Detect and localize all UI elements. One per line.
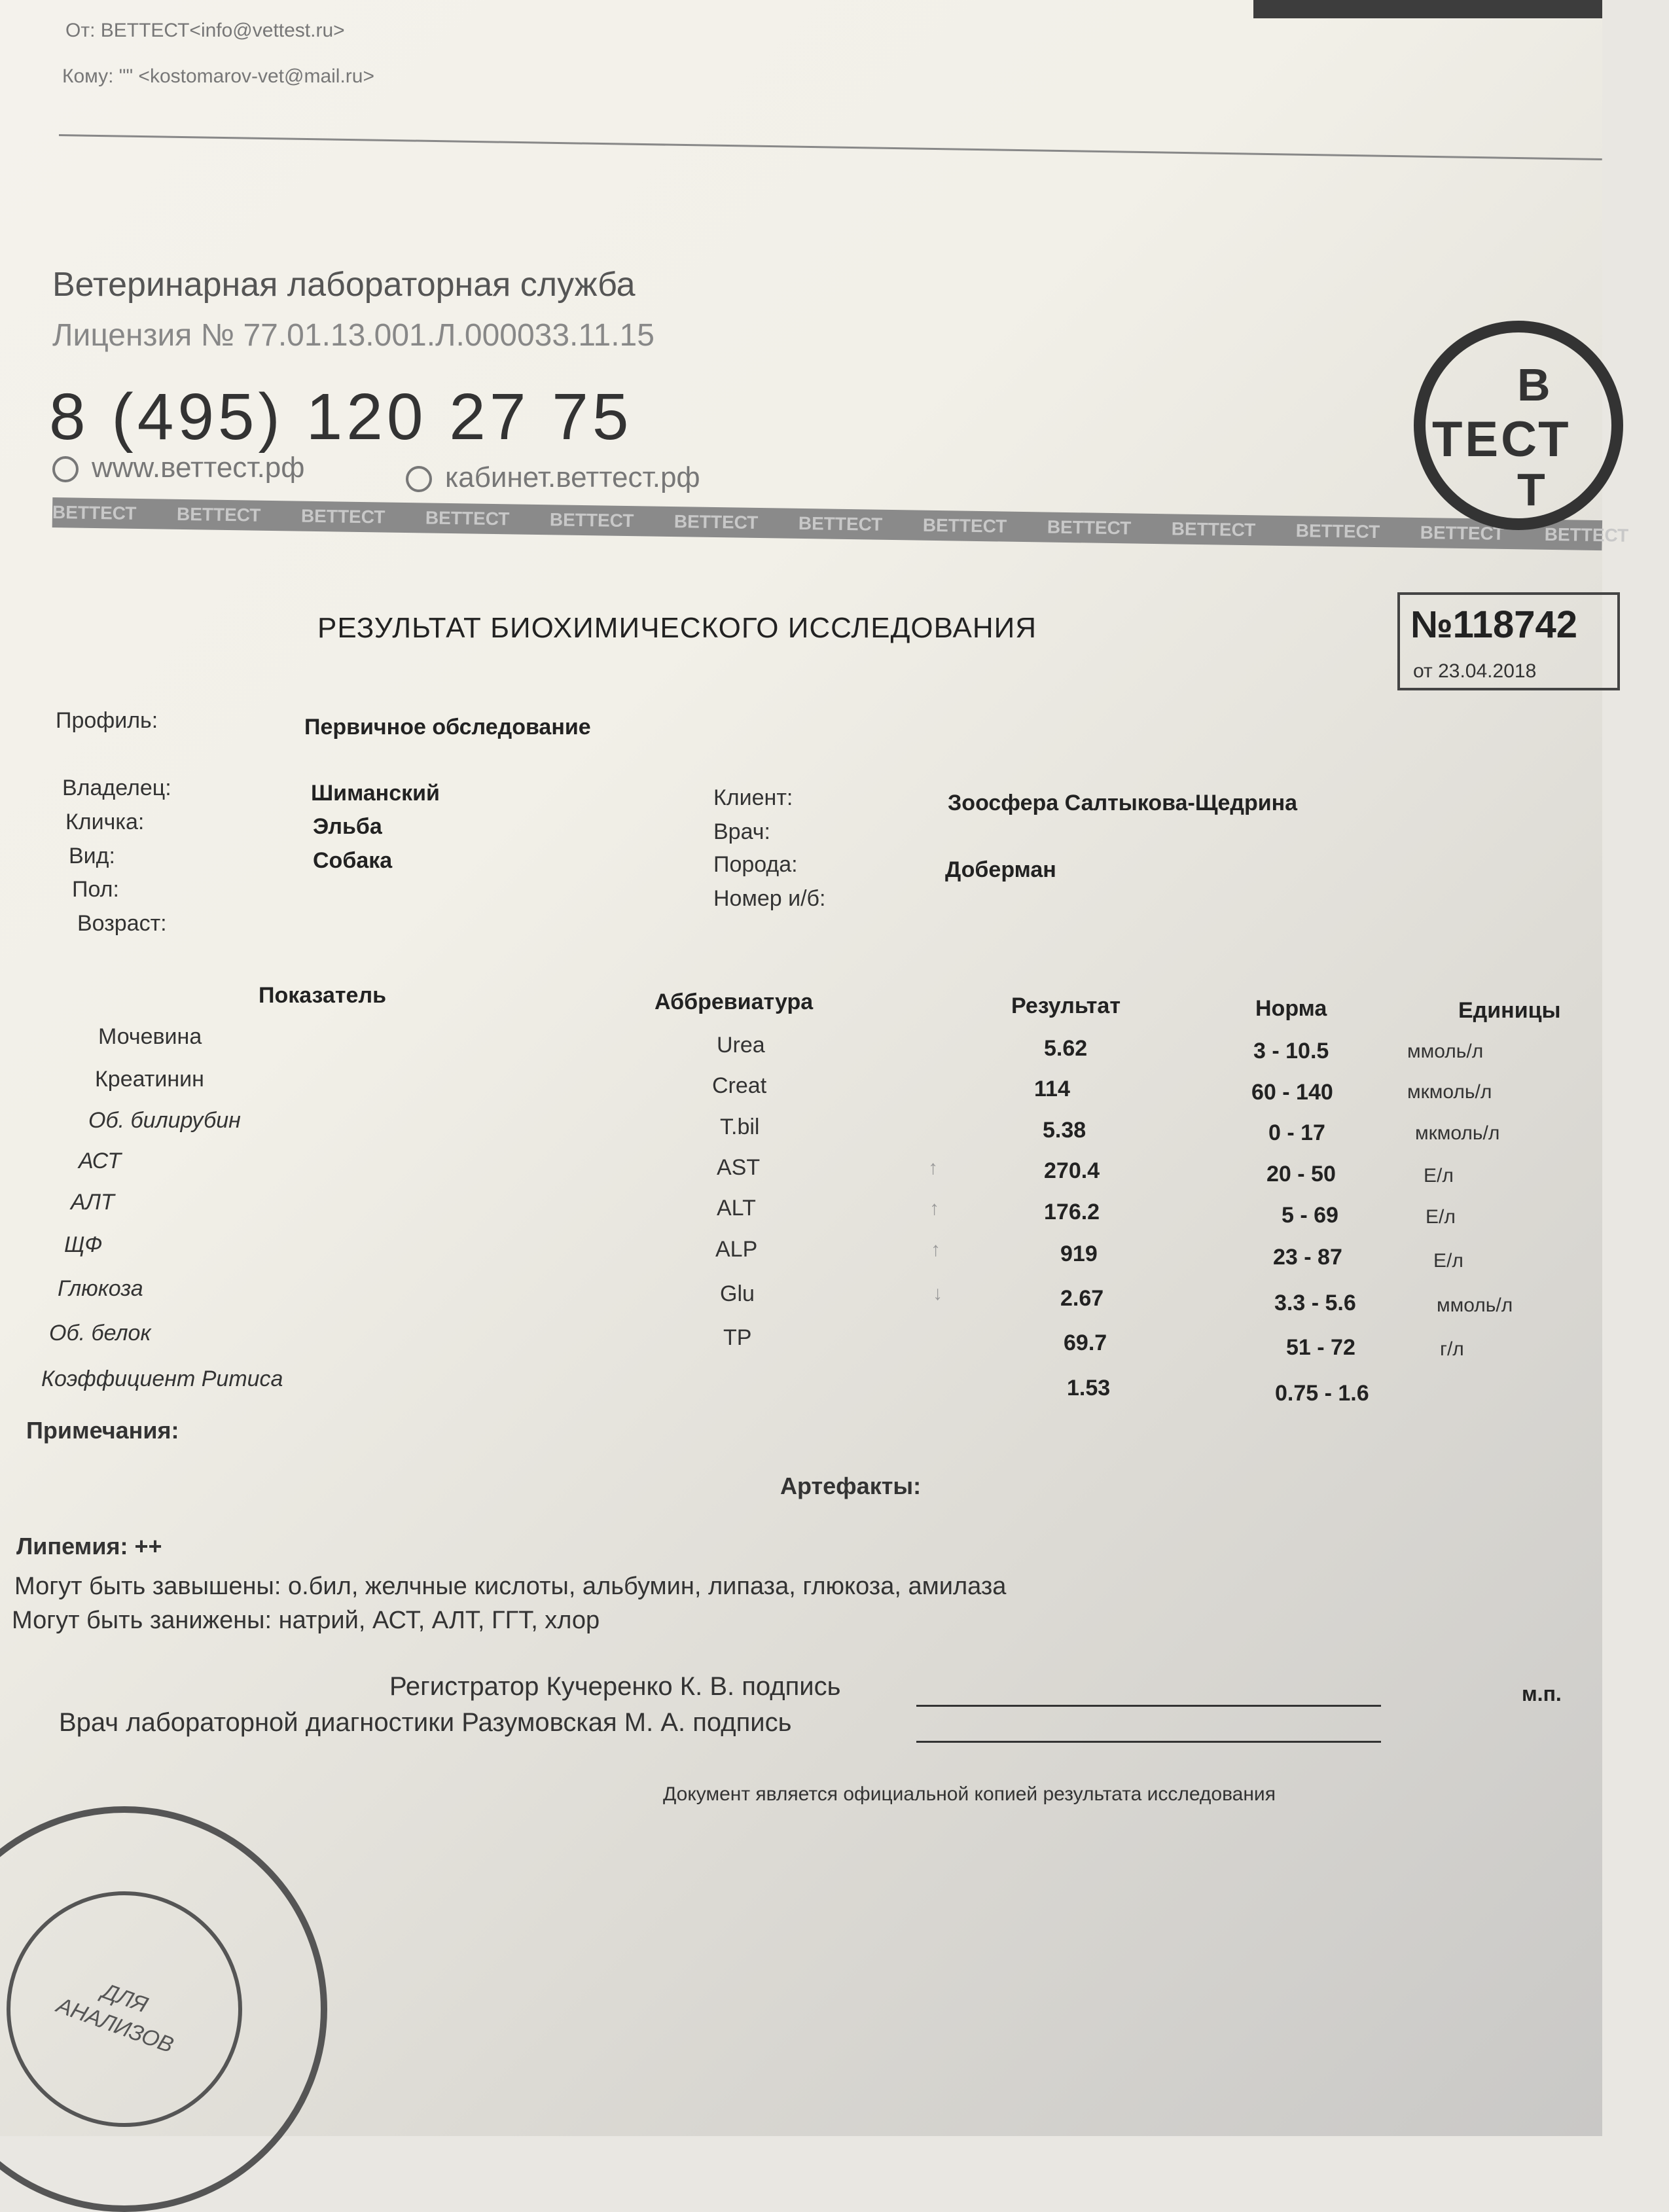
- client-value: Зоосфера Салтыкова-Щедрина: [948, 791, 1298, 815]
- doctor-label: Врач:: [713, 819, 770, 844]
- vettest-logo: В ТЕСТ Т: [1414, 321, 1623, 530]
- col-abbreviation: Аббревиатура: [655, 990, 814, 1014]
- report-number: №118742: [1410, 603, 1577, 646]
- name-label: Кличка:: [65, 810, 145, 834]
- sex-label: Пол:: [72, 877, 119, 902]
- col-norm: Норма: [1255, 996, 1327, 1021]
- document-sheet: От: ВЕТТЕСТ<info@vettest.ru> Кому: "" <kostomarov-vet@mail.ru> Ветеринарная лабораторная служба Лицензия № 77.01.13.001.Л.000033.11.15 8 (495) 120 27 75 www.веттест.рф кабинет.веттест.рф ВЕТТЕСТ ВЕТТЕСТ ВЕТТЕСТ ВЕТТЕСТ ВЕТТЕСТ ВЕТТЕСТ ВЕТТЕСТ ВЕТТЕСТ ВЕТТЕСТ ВЕТТЕСТ ВЕТТЕСТ ВЕТТЕСТ ВЕТТЕСТ В ТЕСТ Т РЕЗУЛЬТАТ БИОХИМИЧЕСКОГО ИССЛЕДОВАНИЯ №118742 от 23.04.2018 Профиль: Первичное обследование Владелец: Шиманский Кличка: Эльба Вид: Собака Пол: Возраст: Клиент: Зоосфера Салтыкова-Щедрина Врач: Порода: Доберман Номер и/б: Показатель Аббревиатура Результат Норма Единицы Мочевина Urea 5.62 3 - 10.5 ммоль/л Креатинин Creat 114 60 - 140 мкмоль/л Об. билирубин T.bil 5.38 0 - 17 мкмоль/л АСТ AST ↑ 270.4 20 - 50 Е/л АЛТ ALT ↑ 176.2 5 - 69 Е/л ЩФ ALP ↑ 919 23 - 87 Е/л Глюкоза Glu ↓ 2.67 3.3 - 5.6 ммоль/л Об. белок TP 69.7 51 - 72 г/л Коэффициент Ритиса 1.53 0.75 - 1.6 Примечания: Артефакты: Липемия: ++ Могут быть завышены: о.бил, желчные кислоты, альбумин, липаза, глюкоза, амилаза Могут быть занижены: натрий, АСТ, АЛТ, ГГТ, хлор Регистратор Кучеренко К. В. подпись Врач лабораторной диагностики Разумовская М. А. подпись м.п. Документ является официальной копией результата исследования ДЛЯ АНАЛИЗОВ: [0, 0, 1602, 2136]
- profile-value: Первичное обследование: [304, 715, 591, 740]
- registrar-signature: Регистратор Кучеренко К. В. подпись: [389, 1672, 841, 1701]
- col-indicator: Показатель: [259, 983, 386, 1008]
- age-label: Возраст:: [77, 911, 167, 936]
- species-label: Вид:: [69, 844, 115, 868]
- signature-line: [916, 1741, 1381, 1743]
- stamp-place: м.п.: [1522, 1682, 1562, 1705]
- report-date: от 23.04.2018: [1413, 660, 1537, 682]
- arrow-up-icon: ↑: [929, 1198, 939, 1219]
- doctor-signature: Врач лабораторной диагностики Разумовская М. А. подпись: [59, 1708, 792, 1737]
- may-be-lowered: Могут быть занижены: натрий, АСТ, АЛТ, ГГТ, хлор: [12, 1607, 600, 1634]
- signature-line: [916, 1705, 1381, 1707]
- may-be-elevated: Могут быть завышены: о.бил, желчные кислоты, альбумин, липаза, глюкоза, амилаза: [14, 1573, 1007, 1600]
- background-edge: [1253, 0, 1602, 18]
- lab-website: www.веттест.рф: [52, 452, 304, 484]
- owner-value: Шиманский: [311, 781, 440, 806]
- arrow-down-icon: ↓: [933, 1283, 942, 1304]
- report-title: РЕЗУЛЬТАТ БИОХИМИЧЕСКОГО ИССЛЕДОВАНИЯ: [317, 612, 1037, 644]
- globe-icon: [406, 466, 432, 492]
- lab-license: Лицензия № 77.01.13.001.Л.000033.11.15: [52, 318, 655, 353]
- divider: [59, 134, 1602, 160]
- official-copy-note: Документ является официальной копией результата исследования: [663, 1783, 1276, 1805]
- notes-label: Примечания:: [26, 1417, 179, 1444]
- arrow-up-icon: ↑: [931, 1239, 941, 1260]
- lab-name: Ветеринарная лабораторная служба: [52, 266, 636, 304]
- col-result: Результат: [1011, 993, 1121, 1018]
- brand-band: ВЕТТЕСТ ВЕТТЕСТ ВЕТТЕСТ ВЕТТЕСТ ВЕТТЕСТ ВЕТТЕСТ ВЕТТЕСТ ВЕТТЕСТ ВЕТТЕСТ ВЕТТЕСТ ВЕТТЕСТ ВЕТТЕСТ ВЕТТЕСТ: [52, 497, 1602, 550]
- lipemia: Липемия: ++: [16, 1533, 162, 1560]
- breed-label: Порода:: [713, 852, 798, 877]
- profile-label: Профиль:: [56, 708, 158, 733]
- owner-label: Владелец:: [62, 776, 171, 800]
- email-to: Кому: "" <kostomarov-vet@mail.ru>: [62, 65, 374, 87]
- report-number-box: [1397, 592, 1620, 690]
- client-label: Клиент:: [713, 785, 793, 810]
- species-value: Собака: [313, 848, 393, 873]
- col-units: Единицы: [1458, 998, 1561, 1023]
- lab-phone: 8 (495) 120 27 75: [49, 380, 633, 454]
- email-from: От: ВЕТТЕСТ<info@vettest.ru>: [65, 20, 345, 41]
- lab-cabinet: кабинет.веттест.рф: [406, 461, 700, 494]
- record-number-label: Номер и/б:: [713, 886, 826, 911]
- globe-icon: [52, 456, 79, 482]
- arrow-up-icon: ↑: [928, 1157, 938, 1179]
- breed-value: Доберман: [945, 857, 1056, 882]
- name-value: Эльба: [313, 814, 382, 839]
- round-seal: ДЛЯ АНАЛИЗОВ: [0, 1806, 327, 2212]
- artifacts-heading: Артефакты:: [780, 1472, 922, 1499]
